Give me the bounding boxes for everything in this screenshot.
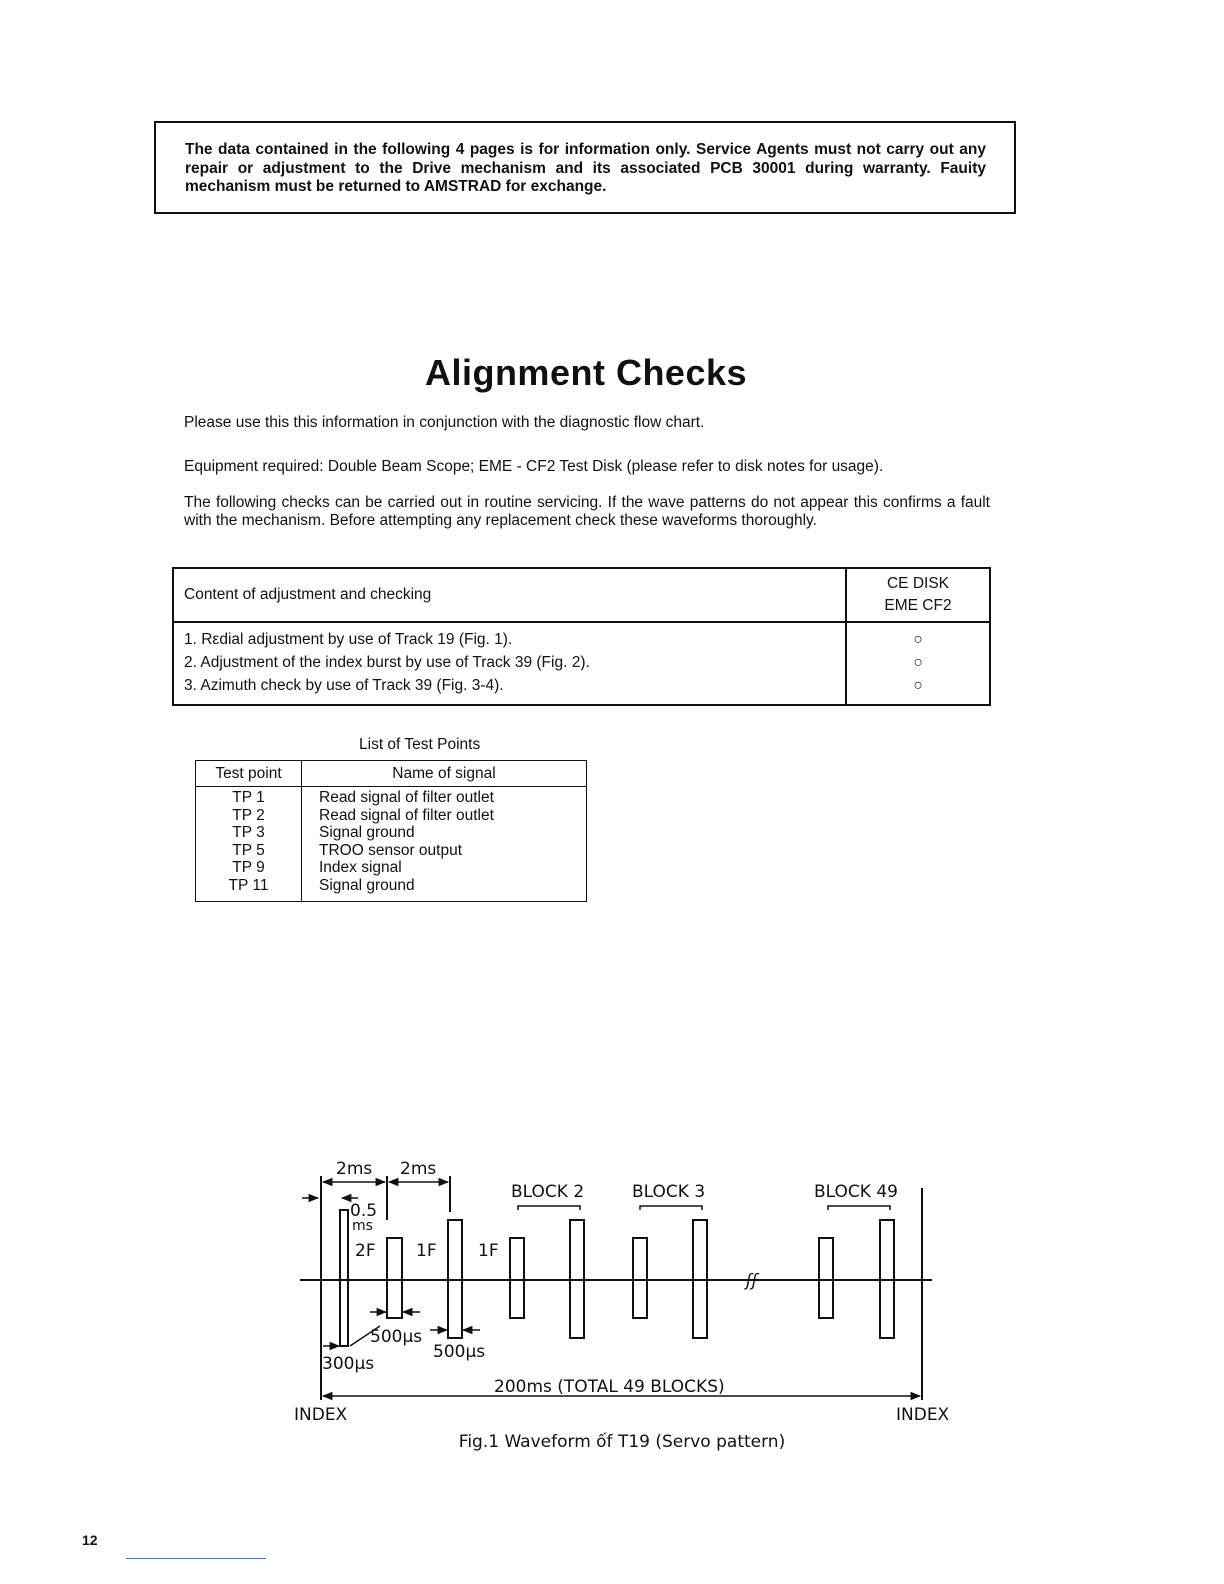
test-points-table bbox=[195, 760, 587, 902]
adjustment-item: 3. Azimuth check by use of Track 39 (Fig. 3-4). bbox=[184, 677, 504, 694]
routine-paragraph: The following checks can be carried out in routine servicing. If the wave patterns do not appear this confirms a fault with the mechanism. Before attempting any replacement check these waveforms thoroughly. bbox=[184, 494, 990, 529]
signal-name: Signal ground bbox=[319, 824, 415, 842]
page-title: Alignment Checks bbox=[424, 352, 748, 393]
circle-mark-icon: ○ bbox=[913, 677, 923, 694]
pulse-2f bbox=[387, 1238, 402, 1318]
adjustment-items bbox=[173, 622, 846, 705]
label-half-ms-2: ms bbox=[352, 1218, 373, 1234]
signal-name: Read signal of filter outlet bbox=[319, 806, 494, 824]
test-point: TP 1 bbox=[232, 789, 265, 806]
adjustment-table-header bbox=[173, 568, 990, 622]
test-point: TP 11 bbox=[228, 876, 269, 894]
header-content: Content of adjustment and checking bbox=[173, 568, 846, 622]
test-points-header bbox=[196, 761, 587, 787]
test-points-body bbox=[196, 787, 587, 902]
header-disk bbox=[846, 568, 990, 622]
adjustment-item: 2. Adjustment of the index burst by use of Track 39 (Fig. 2). bbox=[184, 654, 590, 671]
label-1f-a: 1F bbox=[416, 1241, 437, 1261]
label-2ms-a: 2ms bbox=[336, 1159, 373, 1179]
label-500us-b: 500μs bbox=[433, 1342, 486, 1362]
test-point-list bbox=[196, 787, 302, 902]
header-disk-line1: CE DISK bbox=[886, 575, 949, 592]
label-total-span: 200ms (TOTAL 49 BLOCKS) bbox=[494, 1377, 725, 1397]
test-point: TP 2 bbox=[232, 806, 265, 824]
adjustment-item: 1. Rεdial adjustment by use of Track 19 (Fig. 1). bbox=[184, 631, 513, 648]
label-index-right: INDEX bbox=[896, 1405, 950, 1425]
break-mark: ʃʃ bbox=[746, 1271, 758, 1291]
pulse-block2-a bbox=[510, 1238, 524, 1318]
label-300us: 300μs bbox=[322, 1354, 375, 1374]
pulse-block3-a bbox=[633, 1238, 647, 1318]
circle-mark-icon: ○ bbox=[913, 631, 923, 648]
label-2ms-b: 2ms bbox=[400, 1159, 437, 1179]
signal-name-list bbox=[302, 787, 587, 902]
figure-caption: Fig.1 Waveform ốf T19 (Servo pattern) bbox=[458, 1432, 786, 1452]
circle-mark-icon: ○ bbox=[913, 654, 923, 671]
label-block-49: BLOCK 49 bbox=[814, 1182, 898, 1202]
page-number: 12 bbox=[82, 1532, 98, 1548]
col-signal-name: Name of signal bbox=[302, 761, 587, 787]
signal-name: Read signal of filter outlet bbox=[319, 789, 494, 806]
label-block-3: BLOCK 3 bbox=[632, 1182, 706, 1202]
label-index-left: INDEX bbox=[294, 1405, 348, 1425]
adjustment-table-body bbox=[173, 622, 990, 705]
label-1f-b: 1F bbox=[478, 1241, 499, 1261]
intro-paragraph: Please use this this information in conjunction with the diagnostic flow chart. bbox=[184, 414, 705, 431]
label-half-ms-1: 0.5 bbox=[350, 1201, 378, 1221]
waveform-figure bbox=[290, 1150, 960, 1435]
label-2f: 2F bbox=[355, 1241, 376, 1261]
test-point: TP 9 bbox=[232, 859, 265, 877]
footer-rule bbox=[126, 1558, 266, 1559]
signal-name: TROO sensor output bbox=[319, 841, 463, 859]
service-notice bbox=[154, 121, 1016, 214]
test-point: TP 3 bbox=[232, 824, 265, 842]
pulse-index bbox=[340, 1210, 348, 1346]
signal-name: Signal ground bbox=[319, 876, 415, 894]
equipment-paragraph: Equipment required: Double Beam Scope; EME - CF2 Test Disk (please refer to disk notes for usage). bbox=[184, 458, 884, 475]
col-test-point: Test point bbox=[196, 761, 302, 787]
test-points-caption: List of Test Points bbox=[359, 736, 481, 753]
label-500us-a: 500μs bbox=[370, 1327, 423, 1347]
pulse-block49-a bbox=[819, 1238, 833, 1318]
signal-name: Index signal bbox=[319, 859, 402, 877]
adjustment-table bbox=[172, 567, 991, 706]
adjustment-marks bbox=[846, 622, 990, 705]
test-point: TP 5 bbox=[232, 841, 265, 859]
header-disk-line2: EME CF2 bbox=[884, 597, 952, 614]
notice-text: The data contained in the following 4 pages is for information only. Service Agents must not carry out any repair or adjustment to the Drive mechanism and its associated PCB 30001 during warranty. Fauity mechanism must be returned to AMSTRAD for exchange. bbox=[185, 141, 986, 195]
label-block-2: BLOCK 2 bbox=[511, 1182, 585, 1202]
waveform-diagram bbox=[290, 1150, 960, 1435]
